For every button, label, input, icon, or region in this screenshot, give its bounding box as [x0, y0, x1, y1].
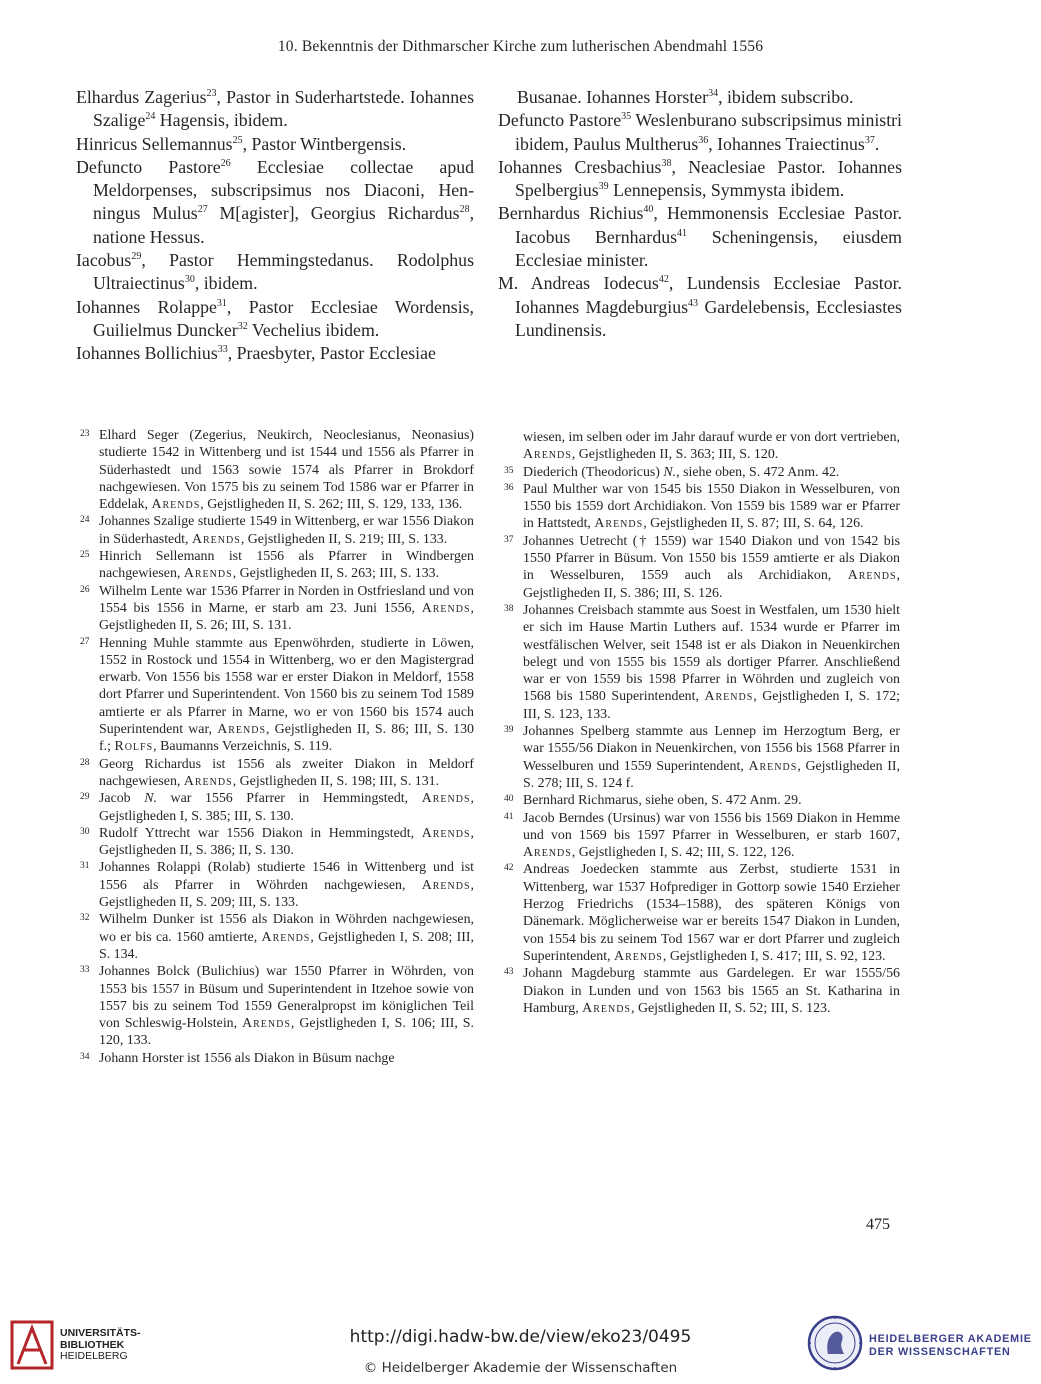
text-run: Andreas Joedecken stammte aus Zerbst, studierte 1531 in Wittenberg, war 1537 Hofprediger in Gottorp sowie 1540 Erzieher Herzog Friedrichs (1534–1588), des späteren Königs von Dänemark. Möglicherweise war er bereits 1547 Diakon in Lunden, von 1554 bis zu seinem Tod 1567 war er dort Pfarrer und zugleich Superintendent,	[523, 862, 900, 964]
author-citation: Arends	[748, 758, 798, 774]
text-run: , Gejstligheden I, S. 106; III, S. 120, 133.	[99, 1016, 475, 1049]
signatory-entry	[498, 109, 902, 156]
signatory-entry	[76, 342, 474, 365]
author-citation: Arends	[523, 447, 572, 463]
author-citation: Arends	[582, 1000, 631, 1016]
logo-line-heidelberger-akademie: HEIDELBERGER AKADEMIE	[869, 1333, 1032, 1345]
text-run: , Pastor Hemmingstedanus. Rodolphus Ultraiectinus	[93, 250, 474, 294]
footnote	[80, 1050, 474, 1067]
author-citation: Arends	[704, 689, 754, 705]
text-run: , Gejstligheden II, S. 262; III, S. 129, 133, 136.	[200, 497, 463, 513]
signatory-entry	[498, 156, 902, 203]
text-run: M[agister], Georgius Richardus	[207, 203, 460, 224]
text-run: , Hemmonensis Ecclesiae Pastor. Iacobus Bernhardus	[515, 203, 902, 247]
author-citation: Arends	[421, 791, 471, 807]
author-citation: Arends	[261, 929, 311, 945]
author-citation: Arends	[183, 566, 233, 582]
footnote-number: 38	[504, 603, 514, 614]
logo-line-der-wissenschaften: DER WISSENSCHAFTEN	[869, 1346, 1011, 1358]
text-run: Iohannes Rolappe	[76, 296, 217, 317]
signatories-right-column	[498, 86, 902, 342]
page-number: 475	[866, 1216, 890, 1233]
footnote	[80, 790, 474, 825]
academy-logo[interactable]	[806, 1316, 1034, 1372]
footnote-number: 34	[80, 1051, 90, 1062]
author-citation: Arends	[847, 568, 897, 584]
text-run: , Gejstligheden II, S. 52; III, S. 123.	[631, 1000, 831, 1016]
footnote	[504, 810, 900, 862]
text-run: Bernhard Richmarus, siehe oben, S. 472 Anm. 29.	[523, 793, 802, 809]
text-run: Elhard Seger (Zegerius, Neukirch, Neoclesianus, Neonasius) studierte 1542 in Wittenberg und ist 1544 und 1556 als Pfarrer in Süderhastedt und 1563 sowie 1574 als Pfarrer in Brokdorf nachgewiesen. Von 1575 bis zu seinem Tod 1586 war er Pfarrer in Eddelak,	[99, 428, 474, 513]
text-run: Iohannes Bollichius	[76, 343, 218, 364]
text-run: Hinrich Sellemann ist 1556 als Pfarrer in Windbergen nachgewiesen,	[99, 549, 474, 582]
footnote	[80, 859, 474, 911]
author-citation: Arends	[151, 497, 201, 513]
footnote-reference[interactable]: 25	[232, 134, 243, 146]
footnote	[80, 963, 474, 1049]
footnote	[504, 602, 900, 723]
footnote	[80, 548, 474, 583]
text-run: .	[874, 133, 880, 154]
text-run: Bernhardus Richius	[498, 203, 644, 224]
footnote-reference[interactable]: 32	[237, 321, 248, 333]
footnote-number: 26	[80, 584, 90, 595]
text-run: , siehe oben, S. 472 Anm. 42.	[676, 464, 840, 480]
footnote-reference[interactable]: 39	[598, 181, 609, 193]
author-citation: Arends	[421, 600, 471, 616]
footnote-reference[interactable]: 34	[708, 88, 719, 100]
text-run: , Lundensis Ecclesiae Pastor. Iohannes Magdeburgius	[515, 273, 902, 317]
signatory-entry	[498, 86, 902, 109]
text-run: Johannes Uetrecht († 1559) war 1540 Diakon und von 1542 bis 1550 Pfarrer in Büsum. Von 1550 bis 1559 amtierte er als Diakon in Wesselburen, 1559 auch als Archidiakon,	[523, 533, 900, 584]
footnote	[504, 792, 900, 809]
footnote-number: 29	[80, 792, 90, 803]
italic-text: N.	[144, 791, 157, 807]
footnote-number: 27	[80, 636, 90, 647]
text-run: Hagensis, ibidem.	[155, 110, 288, 131]
text-run: Johannes Creisbach stammte aus Soest in Westfalen, um 1530 hielt er sich im Hause Martin Luthers auf. 1534 wurde er Pfarrer im westfälischen Welver, seit 1548 ist er als Diakon in Neuenkirchen belegt und von 1555 bis 1559 als dortiger Pfarrer. Anschließend war er von 1559 bis 1598 Pfarrer in Wöhrden und zugleich von 1568 bis 1580 Superintendent,	[523, 602, 900, 705]
text-run: , Gejstligheden I, S. 417; III, S. 92, 123.	[662, 948, 886, 964]
text-run: , Gejstligheden I, S. 208; III, S. 134.	[99, 929, 474, 962]
italic-text: N.	[663, 464, 677, 480]
footnote-reference[interactable]: 43	[688, 297, 699, 309]
footnote-reference[interactable]: 40	[643, 204, 654, 216]
footnote	[504, 965, 900, 1017]
text-run: Diederich (Theodoricus)	[523, 464, 664, 480]
footnote-number: 25	[80, 550, 90, 561]
text-run: Jacob Berndes (Ursinus) war von 1556 bis 1569 Diakon in Hemme und von 1569 bis 1597 Pfarrer in Wesselburen, er starb 1607,	[523, 810, 900, 843]
text-run: Hinricus Sellemannus	[76, 133, 233, 154]
text-run: , Gejstligheden II, S. 386; II, S. 130.	[99, 825, 474, 859]
text-run: war 1556 Pfarrer in Hemmingstedt,	[156, 791, 422, 807]
text-run: Iohannes Cresbachius	[498, 156, 662, 177]
signatory-entry	[76, 133, 474, 156]
footnote-number: 31	[80, 861, 90, 872]
footnote-reference[interactable]: 26	[220, 157, 231, 169]
footnote-reference[interactable]: 36	[698, 134, 709, 146]
text-run: Henning Muhle stammte aus Epenwöhrden, studierte in Löwen, 1552 in Rostock und 1554 in Wittenberg, wo er den Magistergrad erwarb. Von 1556 bis 1558 war er erster Diakon in Meldorf, 1558 dort Pfarrer und Superintendent. Von 1560 bis zu seinem Tod 1589 amtierte er als Pfarrer in Marne, wo er von 1560 bis 1574 auch Superintendent war,	[99, 635, 474, 738]
text-run: Scheningensis, eiusdem Ecclesiae minister.	[515, 226, 902, 271]
footnote	[504, 533, 900, 602]
footnotes-left-column	[80, 427, 474, 1067]
text-run: Vechelius ibidem.	[247, 319, 380, 340]
footnote	[80, 756, 474, 791]
text-run: , Gejstligheden II, S. 363; III, S. 120.	[571, 447, 779, 463]
footnote	[80, 635, 474, 756]
text-run: wiesen, im selben oder im Jahr darauf wurde er von dort vertrieben,	[523, 430, 900, 445]
text-run: Weslenburano subscripsimus ministri ibidem, Paulus Multherus	[515, 110, 903, 154]
text-run: Defuncto Pastore	[76, 156, 221, 177]
text-run: , Gejstligheden II, S. 87; III, S. 64, 126.	[643, 516, 864, 532]
text-run: , Gejstligheden II, S. 386; III, S. 126.	[523, 568, 900, 601]
author-citation: Arends	[523, 845, 572, 861]
signatory-entry	[76, 296, 474, 343]
text-run: , Pastor Ecclesiae Wordensis, Guilielmus Duncker	[93, 296, 474, 340]
footnote-reference[interactable]: 29	[131, 251, 142, 263]
footnote-reference[interactable]: 31	[216, 297, 227, 309]
text-run: Elhardus Zagerius	[76, 87, 207, 107]
footnote-number: 40	[504, 794, 514, 805]
text-run: Ecclesiae collectae apud Meldorpenses, subscripsimus nos Diaconi, Henningus Mulus	[93, 156, 474, 224]
text-run: Johannes Szalige studierte 1549 in Wittenberg, er war 1556 Diakon in Süderhastedt,	[99, 514, 474, 547]
running-head: 10. Bekenntnis der Dithmarscher Kirche zum lutherischen Abendmahl 1556	[277, 38, 764, 55]
footnote-number: 23	[80, 429, 90, 439]
footnote-reference[interactable]: 24	[145, 111, 156, 123]
text-run: , Gejstligheden I, S. 172; III, S. 123, 133.	[523, 689, 900, 722]
footnote	[80, 911, 474, 963]
text-run: Defuncto Pastore	[498, 110, 622, 131]
footnote-number: 28	[80, 757, 90, 768]
footnote-reference[interactable]: 41	[677, 227, 688, 239]
footnote-number: 32	[80, 913, 90, 924]
text-run: , Gejstligheden II, S. 209; III, S. 133.	[99, 877, 474, 911]
footnote	[80, 513, 474, 548]
footnote	[80, 427, 474, 513]
signatory-entry	[498, 272, 902, 342]
text-run: Wilhelm Dunker ist 1556 als Diakon in Wöhrden nachgewiesen, wo er bis ca. 1560 amtierte,	[99, 912, 474, 945]
footnote-number: 36	[504, 482, 514, 493]
footnote-reference[interactable]: 23	[206, 88, 217, 100]
footnote-reference[interactable]: 27	[197, 204, 208, 216]
text-run: , Iohannes Traiectinus	[708, 133, 865, 154]
logo-line-heidelberg: HEIDELBERG	[60, 1350, 128, 1362]
footnote	[80, 583, 474, 635]
footnote	[504, 861, 900, 965]
text-run: , Pastor Wintbergensis.	[242, 133, 407, 154]
text-run: Rudolf Yttrecht war 1556 Diakon in Hemmingstedt,	[99, 825, 422, 841]
footnote-number: 43	[504, 967, 514, 978]
text-run: Wilhelm Lente war 1536 Pfarrer in Norden in Ostfriesland und von 1554 bis 1556 in Marne, er starb am 23. Juni 1556,	[99, 583, 474, 616]
text-run: M. Andreas Iodecus	[498, 273, 659, 294]
text-run: Johannes Rolappi (Rolab) studierte 1546 in Wittenberg und ist 1556 als Pfarrer in Wöhrden nachgewiesen,	[99, 860, 474, 893]
author-citation: Rolfs	[114, 739, 154, 755]
academy-seal-icon	[806, 1314, 864, 1372]
footnote-number: 39	[504, 725, 514, 736]
text-run: , Praesbyter, Pastor Ecclesiae	[227, 343, 436, 364]
footnote	[80, 825, 474, 860]
footnote	[504, 481, 900, 533]
footnote	[504, 464, 900, 481]
text-run: Johann Horster ist 1556 als Diakon in Büsum nachge	[99, 1050, 395, 1066]
logo-line-bibliothek: BIBLIOTHEK	[60, 1338, 125, 1351]
footnote-number: 33	[80, 965, 90, 976]
text-run: Lennepensis, Symmysta ibidem.	[608, 180, 845, 201]
footnote-reference[interactable]: 38	[661, 157, 672, 169]
footnote-number: 42	[504, 863, 514, 874]
text-run: , Gejstligheden I, S. 42; III, S. 122, 126.	[571, 845, 795, 861]
text-run: Johannes Bolck (Bulichius) war 1550 Pfarrer in Wöhrden, von 1553 bis 1557 in Büsum und Superintendent in Itzehoe sowie von 1557 bis zu seinem Tod 1559 Generalpropst im königlichen Teil von Schleswig-Holstein,	[99, 964, 474, 1032]
author-citation: Arends	[183, 773, 233, 789]
footnote-number: 37	[504, 534, 514, 545]
text-run: Johannes Spelberg stammte aus Lennep im Herzogtum Berg, er war 1555/56 Diakon in Neuenkirchen, von 1556 bis 1568 Pfarrer in Wesselburen und 1559 Superintendent,	[523, 724, 900, 774]
footnote-reference[interactable]: 30	[184, 274, 195, 286]
footnote-reference[interactable]: 37	[864, 134, 875, 146]
footnote-reference[interactable]: 33	[217, 344, 228, 356]
text-run: , Gejstligheden II, S. 278; III, S. 124 f.	[523, 758, 900, 791]
footnote-number: 41	[504, 811, 514, 822]
footnote-number: 35	[504, 465, 514, 476]
author-citation: Arends	[217, 722, 267, 738]
text-run: , Gejstligheden II, S. 263; III, S. 133.	[232, 566, 440, 582]
text-run: Jacob	[99, 791, 145, 807]
author-citation: Arends	[421, 825, 471, 841]
text-run: , Baumanns Verzeichnis, S. 119.	[153, 739, 333, 755]
author-citation: Arends	[614, 948, 663, 964]
permalink-url[interactable]: http://digi.hadw-bw.de/view/eko23/0495	[349, 1327, 692, 1347]
footnote-number: 24	[80, 515, 90, 526]
author-citation: Arends	[242, 1016, 291, 1032]
text-run: Gardelebensis, Ecclesiastes Lundinensis.	[515, 296, 902, 340]
text-run: Georg Richardus ist 1556 als zweiter Diakon in Meldorf nachgewiesen,	[99, 756, 474, 789]
signatory-entry	[76, 156, 474, 249]
text-run: Iacobus	[76, 250, 132, 271]
text-run: , Gejstligheden II, S. 26; III, S. 131.	[99, 600, 474, 634]
signatories-left-column	[76, 86, 474, 366]
text-run: , natione Hessus.	[93, 203, 475, 247]
text-run: , Gejstligheden II, S. 86; III, S. 130 f.;	[99, 722, 474, 755]
signatory-entry	[498, 202, 902, 272]
text-run: , Pastor in Suderhartstede. Iohannes Szalige	[93, 87, 474, 131]
signatory-entry	[76, 249, 474, 296]
text-run: , Gejstligheden I, S. 385; III, S. 130.	[99, 791, 474, 824]
signatory-entry	[76, 86, 474, 133]
text-run: Johann Magdeburg stammte aus Gardelegen. Er war 1555/56 Diakon in Lunden und von 1563 bis 1565 an St. Katharina in Hamburg,	[523, 966, 900, 1016]
footnote-reference[interactable]: 42	[658, 274, 669, 286]
footnote-number: 30	[80, 826, 90, 837]
author-citation: Arends	[594, 516, 644, 532]
copyright-notice: © Heidelberger Akademie der Wissenschaften	[363, 1360, 678, 1376]
author-citation: Arends	[191, 531, 241, 547]
text-run: , Neaclesiae Pastor. Iohannes Spelbergius	[515, 156, 902, 201]
text-run: , ibidem subscribo.	[718, 87, 854, 107]
author-citation: Arends	[421, 877, 471, 893]
footnote	[504, 723, 900, 792]
text-run: , Gejstligheden II, S. 219; III, S. 133.	[240, 531, 448, 547]
text-run: Paul Multher war von 1545 bis 1550 Diakon in Wesselburen, von 1550 bis 1559 dort Archidiakon. Von 1559 bis 1589 war er Pfarrer in Hattstedt,	[523, 481, 900, 532]
text-run: , ibidem.	[194, 273, 258, 294]
text-run: Busanae. Iohannes Horster	[517, 87, 709, 107]
footnote-reference[interactable]: 28	[459, 204, 470, 216]
footnote-reference[interactable]: 35	[621, 111, 632, 123]
logo-line-universitaets: UNIVERSITÄTS-	[60, 1327, 141, 1339]
footnote	[504, 429, 900, 464]
footnotes-right-column	[504, 429, 900, 1017]
text-run: , Gejstligheden II, S. 198; III, S. 131.	[232, 773, 440, 789]
